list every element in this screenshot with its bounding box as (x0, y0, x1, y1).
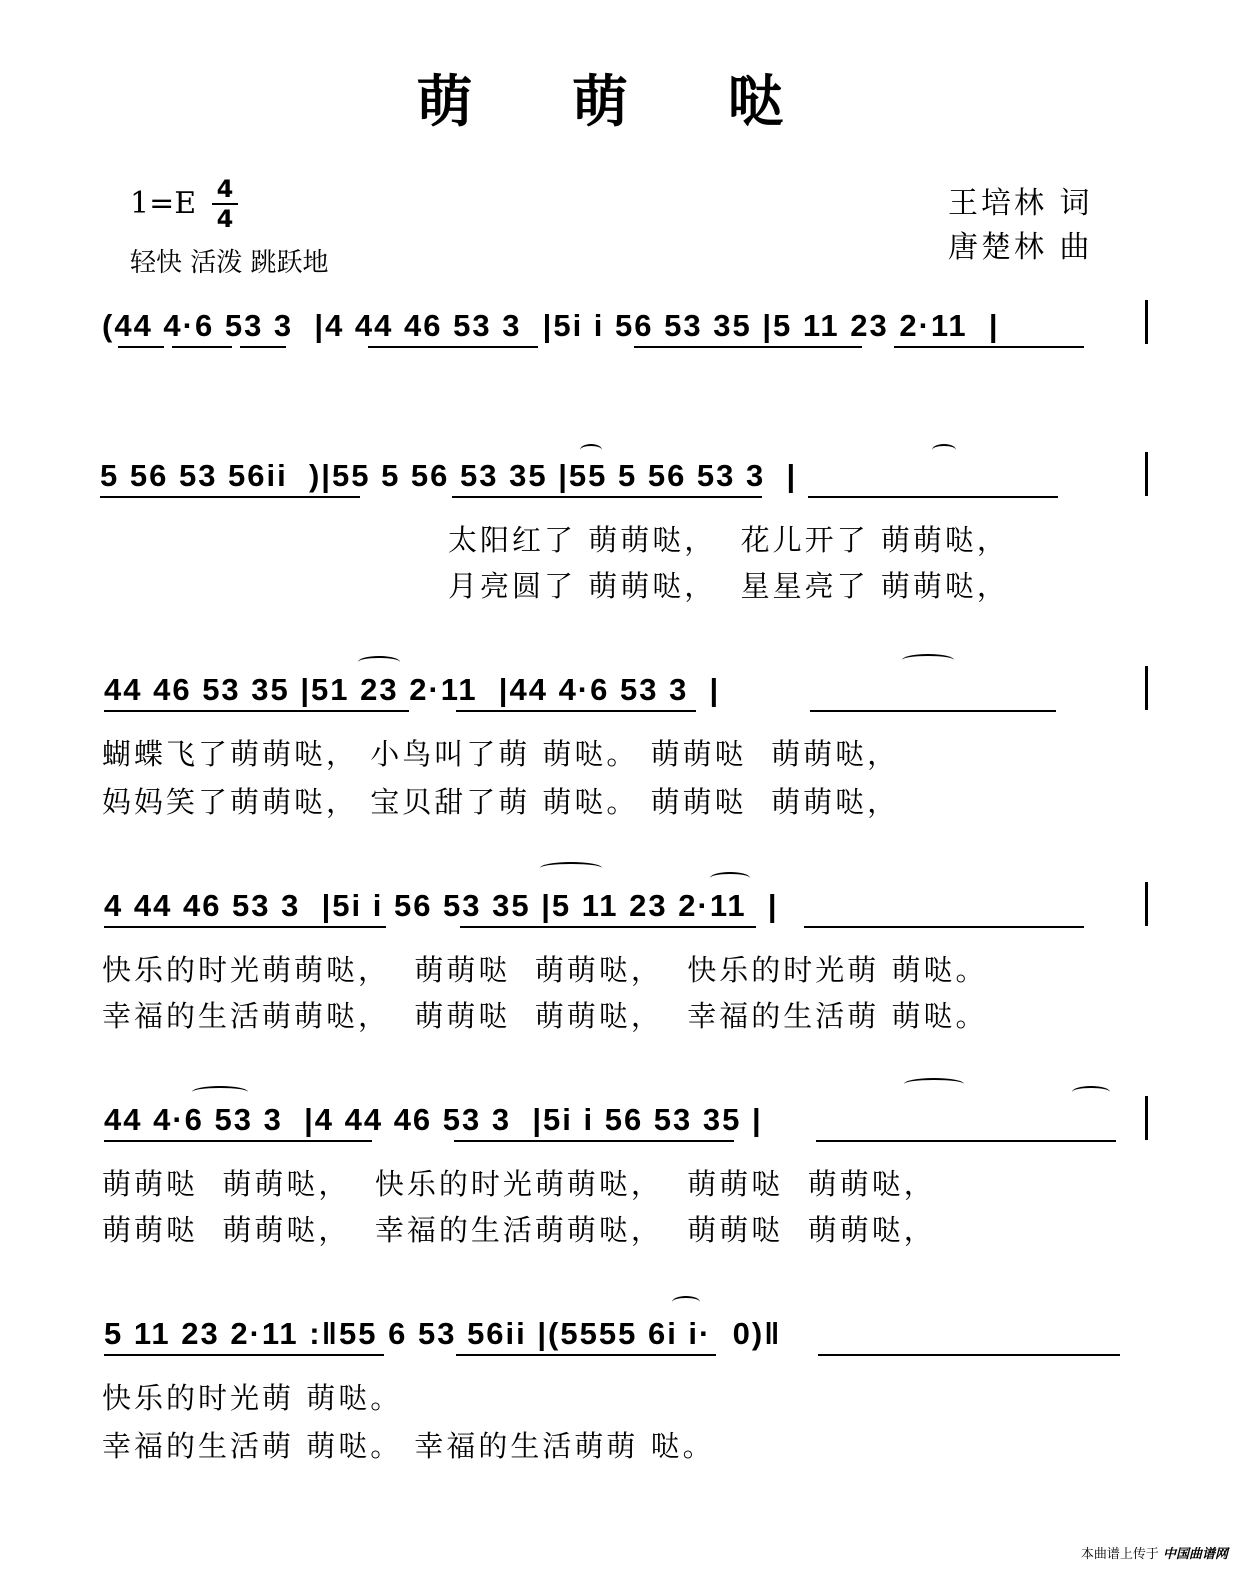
system-6-lyrics-verse-2: 幸福的生活萌 萌哒。 幸福的生活萌萌 哒。 (102, 1429, 715, 1463)
system-6-notes: 5 11 23 2·11 :‖55 6 53 56ii |(5555 6i i· 0)‖ (104, 1316, 782, 1351)
time-signature-bottom: 4 (216, 205, 234, 233)
tie-arc (904, 1078, 964, 1090)
tie-arc (932, 444, 956, 456)
beam-line (818, 1354, 1120, 1356)
beam-line (118, 346, 164, 348)
system-2-end-barline (1145, 452, 1148, 496)
source-attribution (1081, 1543, 1228, 1562)
system-2-notes: 5 56 53 56ii )|55 5 56 53 35 |55 5 56 53 3 | (100, 458, 798, 493)
system-5-lyrics-verse-1: 萌萌哒 萌萌哒， 快乐的时光萌萌哒， 萌萌哒 萌萌哒， (102, 1167, 936, 1201)
composer-credit: 唐楚林 曲 (948, 230, 1093, 265)
tie-arc (540, 862, 602, 874)
tie-arc (710, 872, 750, 884)
beam-line (808, 496, 1058, 498)
tie-arc (580, 444, 602, 456)
system-2-lyrics-verse-2: 月亮圆了 萌萌哒， 星星亮了 萌萌哒， (448, 569, 1009, 603)
system-4-lyrics-verse-2: 幸福的生活萌萌哒， 萌萌哒 萌萌哒， 幸福的生活萌 萌哒。 (102, 999, 988, 1033)
system-5-notes: 44 4·6 53 3 |4 44 46 53 3 |5i i 56 53 35 | (104, 1102, 763, 1137)
beam-line (104, 1140, 372, 1142)
tie-arc (1072, 1086, 1110, 1098)
beam-line (368, 346, 538, 348)
system-1-end-barline (1145, 300, 1148, 344)
beam-line (456, 710, 696, 712)
beam-line (894, 346, 1084, 348)
lyricist-credit: 王培林 词 (948, 186, 1093, 221)
tempo-marking: 轻快 活泼 跳跃地 (130, 248, 329, 278)
system-6-lyrics-verse-1: 快乐的时光萌 萌哒。 (102, 1381, 403, 1415)
time-signature (212, 176, 238, 232)
footer-text: 本曲谱上传于 (1080, 1547, 1159, 1562)
beam-line (240, 346, 286, 348)
beam-line (816, 1140, 1116, 1142)
system-5-end-barline (1145, 1096, 1148, 1140)
beam-line (104, 1354, 384, 1356)
tie-arc (358, 656, 400, 668)
system-1-notes: (44 4·6 53 3 |4 44 46 53 3 |5i i 56 53 35 |5 11 23 2·11 | (102, 308, 1000, 343)
tie-arc (672, 1296, 700, 1308)
system-3-notes: 44 46 53 35 |51 23 2·11 |44 4·6 53 3 | (104, 672, 721, 707)
beam-line (460, 926, 756, 928)
system-5-lyrics-verse-2: 萌萌哒 萌萌哒， 幸福的生活萌萌哒， 萌萌哒 萌萌哒， (102, 1213, 936, 1247)
beam-line (456, 1354, 716, 1356)
beam-line (100, 496, 360, 498)
key-signature: 1=E (130, 186, 197, 221)
beam-line (452, 496, 762, 498)
song-title: 萌 萌 哒 (416, 69, 824, 135)
system-3-lyrics-verse-1: 蝴蝶飞了萌萌哒， 小鸟叫了萌 萌哒。 萌萌哒 萌萌哒， (102, 737, 900, 771)
beam-line (104, 926, 386, 928)
beam-line (810, 710, 1056, 712)
beam-line (634, 346, 862, 348)
system-2-lyrics-verse-1: 太阳红了 萌萌哒， 花儿开了 萌萌哒， (448, 523, 1009, 557)
beam-line (104, 710, 409, 712)
system-4-lyrics-verse-1: 快乐的时光萌萌哒， 萌萌哒 萌萌哒， 快乐的时光萌 萌哒。 (102, 953, 988, 987)
beam-line (454, 1140, 734, 1142)
system-4-notes: 4 44 46 53 3 |5i i 56 53 35 |5 11 23 2·11 | (104, 888, 779, 923)
beam-line (804, 926, 1084, 928)
time-signature-top: 4 (216, 175, 234, 203)
tie-arc (192, 1086, 248, 1098)
tie-arc (902, 654, 954, 666)
system-3-end-barline (1145, 666, 1148, 710)
system-3-lyrics-verse-2: 妈妈笑了萌萌哒， 宝贝甜了萌 萌哒。 萌萌哒 萌萌哒， (102, 785, 900, 819)
site-logo: 中国曲谱网 (1162, 1547, 1228, 1562)
beam-line (172, 346, 232, 348)
system-4-end-barline (1145, 882, 1148, 926)
